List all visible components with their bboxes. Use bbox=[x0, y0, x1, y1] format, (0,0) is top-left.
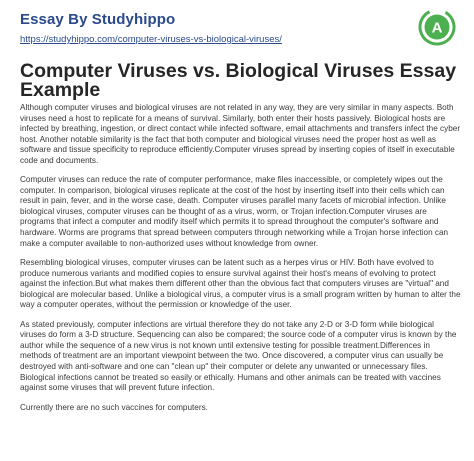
paragraph: Although computer viruses and biological viruses are not related in any way, they are very similar in many aspects. Both viruses need a host to replicate for a means of survival. Similarly, both enter their hosts passively. Biological hosts are infected by breathing, ingestion, or direct contact while infected software, email attachments and transfers infect the cyber host. Another notable similarity is the fact that both computer and biological viruses need the proper host as well as software and tissue specificity to reproduce efficiently.Computer viruses spread by inserting copies of itself in executable code and documents. bbox=[20, 103, 461, 165]
logo-icon[interactable] bbox=[418, 8, 456, 46]
paragraph: Computer viruses can reduce the rate of computer performance, make files inaccessible, or completely wipes out the computer. In comparison, biological viruses replicate at the cost of the host by inserting itself into their cells which can result in pain, fever, and in the worse case, death. Computer viruses parallel many facets of microbial infection. Unlike biological viruses, computer viruses can be thought of as a virus, worm, or Trojan infection.Computer viruses are programs that infect a computer and modify itself which permits it to spread throughout the computer's software and hardware. Worms are programs that spread between computers through networking while a Trojan horse infection can make a computer available to non-authorized uses without knowledge from owner. bbox=[20, 175, 449, 248]
page-url-link[interactable]: https://studyhippo.com/computer-viruses-vs-biological-viruses/ bbox=[20, 34, 282, 45]
page-title: Computer Viruses vs. Biological Viruses Essay Example bbox=[20, 60, 457, 101]
site-brand[interactable]: Essay By Studyhippo bbox=[20, 11, 176, 28]
paragraph: Resembling biological viruses, computer viruses can be latent such as a herpes virus or HIV. Both have evolved to produce numerous variants and modified copies to ensure survival against their host's means of evolving to protect against the infection.But what makes them different other than the obvious fact that computers viruses are "virtual" and biological are molecular based. Unlike a biological virus, a computer virus is a small program written by human to alter the way a computer operates, without the permission or knowledge of the user. bbox=[20, 258, 461, 310]
article-body bbox=[20, 103, 462, 422]
paragraph: Currently there are no such vaccines for computers. bbox=[20, 402, 208, 412]
site-header bbox=[0, 0, 474, 58]
logo-letter: A bbox=[431, 19, 443, 37]
paragraph: As stated previously, computer infections are virtual therefore they do not take any 2-D or 3-D form while biological viruses do form a 3-D structure. Sequencing can also be compared; the source code of a computer virus is known by the author while the sequence of a new virus is not known until extensive testing for possible treatment.Differences in methods of treatment are an important viewpoint between the two. Once discovered, a computer virus can usually be destroyed with anti-software and one can "clean up" their computer or delete any unwanted or unnecessary files. Biological infections cannot be treated so easily or ethically. Humans and other animals can be treated with vaccines against some viruses that will prevent future infection. bbox=[20, 319, 457, 393]
